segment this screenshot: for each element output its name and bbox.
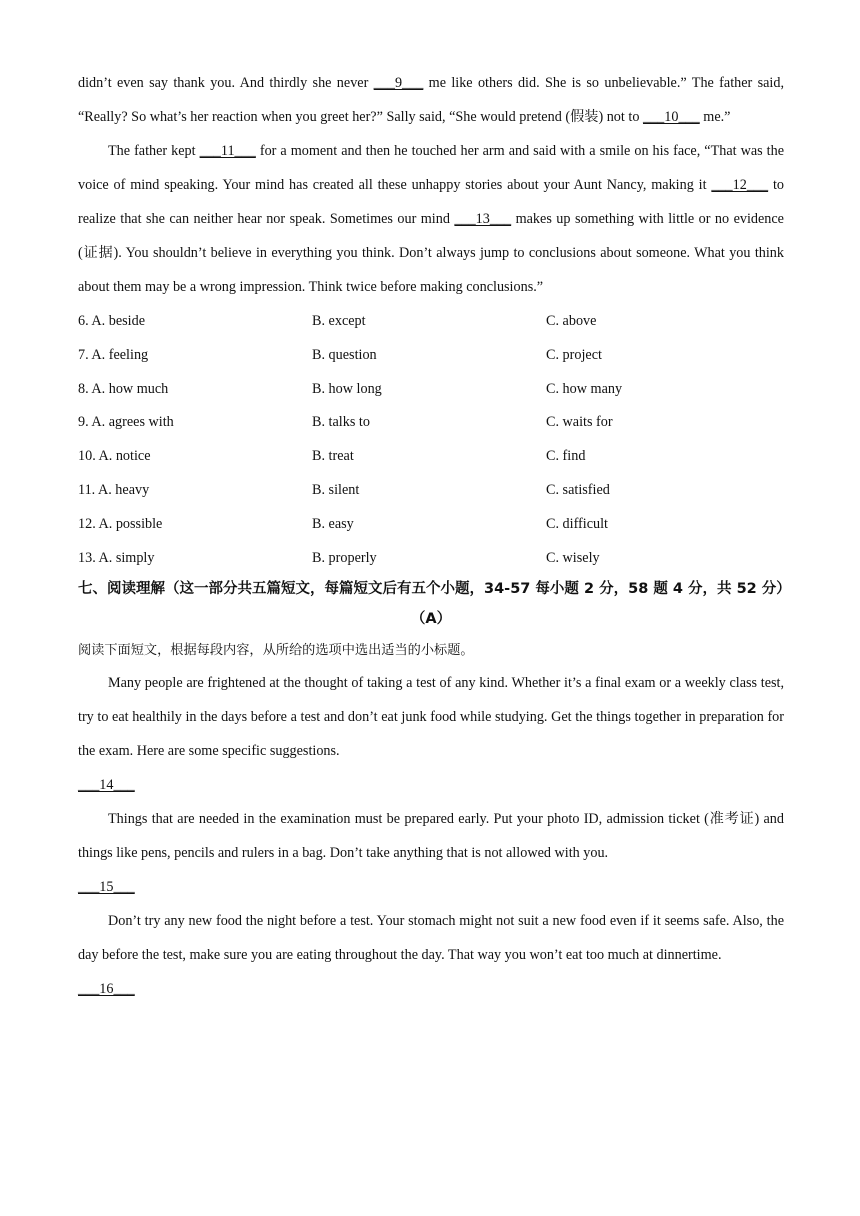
option-row: [78, 541, 784, 575]
blank-9: ___9___: [373, 75, 424, 91]
option-a: 10. A. notice: [78, 448, 151, 465]
passage-paragraph-2: The father kept ___11___ for a moment and then he touched her arm and said with a smile on his face, “That was the voice of mind speaking. Your mind has created all these unhappy stories about your Aunt Nancy, making it ___12___ to realize that she can neither hear nor speak. Sometimes our mind ___13___ makes up something with little or no evidence (证据). You shouldn’t believe in everything you think. Don’t always jump to conclusions about someone. What you think about them may be a wrong impression. Think twice before making conclusions.”: [78, 143, 785, 295]
paragraph-14: Things that are needed in the examination must be prepared early. Put your photo ID, admission ticket (准考证) and things like pens, pencils and rulers in a bag. Don’t take anything that is not allowed with you.: [78, 811, 784, 862]
option-row: [78, 473, 784, 507]
blank-11: ___11___: [199, 143, 256, 159]
part-title: （A）: [410, 611, 452, 628]
option-b: B. how long: [312, 380, 382, 397]
option-b: B. talks to: [312, 414, 370, 431]
option-a: 7. A. feeling: [78, 346, 149, 363]
option-row: [78, 372, 784, 406]
instruction-text: 阅读下面短文，根据每段内容，从所给的选项中选出适当的小标题。: [78, 643, 474, 659]
blank-10: ___10___: [642, 109, 700, 125]
option-b: B. except: [312, 313, 366, 329]
option-a: 6. A. beside: [78, 313, 145, 329]
blank-15: ___15___: [78, 879, 135, 896]
option-b: B. properly: [312, 549, 377, 566]
options-list: [78, 304, 784, 574]
option-a: 9. A. agrees with: [78, 414, 174, 431]
option-c: C. above: [546, 313, 597, 329]
option-c: C. difficult: [546, 515, 609, 532]
option-row: [78, 304, 784, 338]
blank-14: ___14___: [78, 777, 135, 794]
option-row: [78, 338, 784, 372]
option-a: 11. A. heavy: [78, 481, 150, 498]
passage-paragraph-1: didn’t even say thank you. And thirdly she never ___9___ me like others did. She is so unbelievable.” The father said, “Really? So what’s her reaction when you greet her?” Sally said, “She would pretend (假装) not to ___10___ me.”: [78, 75, 784, 125]
option-b: B. easy: [312, 515, 354, 532]
option-c: C. find: [546, 448, 586, 465]
document-page: [78, 66, 791, 1006]
option-a: 8. A. how much: [78, 380, 169, 397]
option-b: B. question: [312, 346, 377, 363]
option-row: [78, 439, 784, 473]
option-a: 13. A. simply: [78, 549, 155, 566]
option-c: C. project: [546, 346, 602, 363]
option-c: C. how many: [546, 380, 623, 397]
option-c: C. wisely: [546, 549, 600, 566]
option-row: [78, 405, 784, 439]
option-c: C. waits for: [546, 414, 613, 431]
option-c: C. satisfied: [546, 481, 610, 498]
option-row: [78, 507, 784, 541]
intro-paragraph: Many people are frightened at the thought of taking a test of any kind. Whether it’s a final exam or a weekly class test, try to eat healthily in the days before a test and don’t eat junk food while studying. Get the things together in preparation for the exam. Here are some specific suggestions.: [78, 675, 784, 760]
section-heading: 七、阅读理解（这一部分共五篇短文，每篇短文后有五个小题，34-57 每小题 2 分，58 题 4 分，共 52 分）: [78, 581, 791, 598]
blank-12: ___12___: [711, 177, 769, 193]
blank-13: ___13___: [454, 211, 512, 227]
blank-16: ___16___: [78, 981, 135, 998]
paragraph-15: Don’t try any new food the night before a test. Your stomach might not suit a new food even if it seems safe. Also, the day before the test, make sure you are eating throughout the day. That way you won’t eat too much at dinnertime.: [78, 913, 784, 964]
option-b: B. treat: [312, 448, 354, 465]
option-a: 12. A. possible: [78, 515, 163, 532]
option-b: B. silent: [312, 481, 360, 498]
